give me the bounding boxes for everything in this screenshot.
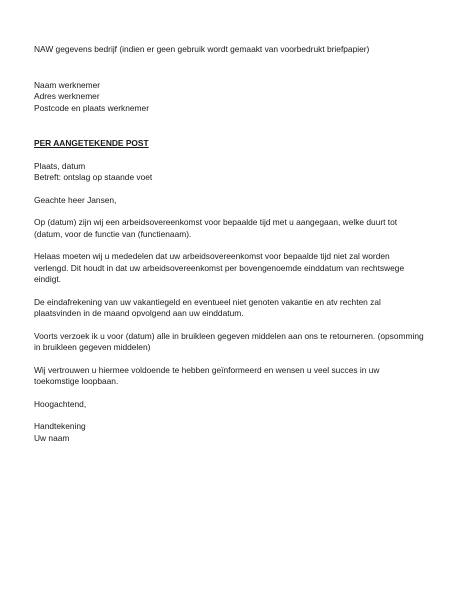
paragraph-contract: Op (datum) zijn wij een arbeidsovereenkomst voor bepaalde tijd met u aangegaan, welke duurt tot (datum, voor de functie van (functienaam).: [34, 217, 398, 239]
place-date: Plaats, datum: [34, 160, 86, 171]
signature-block: [34, 421, 426, 444]
recipient-address-line: Adres werknemer: [34, 91, 100, 101]
paragraph-return-items: Voorts verzoek ik u voor (datum) alle in bruikleen gegeven middelen aan ons te retourneren. (opsomming in bruikleen gegeven middelen): [34, 330, 424, 352]
salutation: Geachte heer Jansen,: [34, 194, 117, 205]
letter-page: [34, 44, 426, 444]
paragraph-termination: Helaas moeten wij u mededelen dat uw arbeidsovereenkomst voor bepaalde tijd niet zal worden verlengd. Dit houdt in dat uw arbeidsovereenkomst per bovengenoemde einddatum van rechtswege eindigt.: [34, 251, 405, 284]
letterhead-text: NAW gegevens bedrijf (indien er geen gebruik wordt gemaakt van voorbedrukt briefpapier): [34, 44, 370, 54]
recipient-address: [34, 80, 426, 115]
letter-meta: [34, 161, 426, 184]
closing: Hoogachtend,: [34, 398, 87, 409]
sender-name: Uw naam: [34, 432, 70, 443]
paragraph-settlement: De eindafrekening van uw vakantiegeld en eventueel niet genoten vakantie en atv rechten zal plaatsvinden in de maand opvolgend aan uw einddatum.: [34, 296, 381, 318]
registered-mail-heading: PER AANGETEKENDE POST: [34, 138, 149, 148]
signature-placeholder: Handtekening: [34, 421, 86, 431]
paragraph-closing-wishes: Wij vertrouwen u hiermee voldoende te hebben geïnformeerd en wensen u veel succes in uw toekomstige loopbaan.: [34, 364, 380, 386]
subject-line: Betreft: ontslag op staande voet: [34, 172, 153, 182]
recipient-postal: Postcode en plaats werknemer: [34, 102, 149, 113]
recipient-name: Naam werknemer: [34, 79, 101, 90]
